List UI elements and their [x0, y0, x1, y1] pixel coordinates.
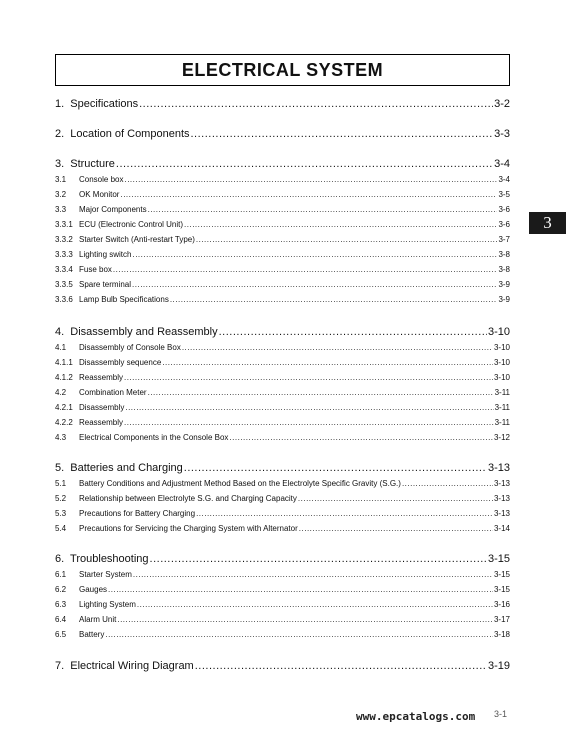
- toc-entry-text: Structure: [70, 158, 115, 170]
- toc-entry-label: [55, 204, 147, 215]
- toc-leader-dots: [229, 432, 493, 443]
- toc-leader-dots: [113, 264, 498, 275]
- toc-entry-page: 3-7: [498, 235, 510, 244]
- toc-entry-page: 3-4: [498, 175, 510, 184]
- toc-entry-number: 4.1.2: [55, 373, 73, 382]
- watermark: www.epcatalogs.com: [356, 710, 476, 723]
- toc-entry-text: Combination Meter: [79, 388, 147, 397]
- toc-entry-number: 4.: [55, 326, 65, 338]
- toc-entry-label: [55, 294, 169, 305]
- toc-entry-label: [55, 599, 136, 610]
- toc-entry[interactable]: [55, 629, 510, 640]
- toc-leader-dots: [132, 279, 497, 290]
- toc-leader-dots: [195, 659, 487, 673]
- toc-entry-label: [55, 629, 104, 640]
- toc-entry-page: 3-9: [498, 295, 510, 304]
- toc-entry-text: OK Monitor: [79, 190, 120, 199]
- toc-entry[interactable]: [55, 357, 510, 368]
- toc-entry-label: [55, 372, 123, 383]
- toc-entry-page: 3-8: [498, 265, 510, 274]
- toc-entry-label: [55, 234, 195, 245]
- toc-entry-number: 3.3.1: [55, 220, 73, 229]
- section-tab: [529, 212, 566, 234]
- toc-entry-page: 3-6: [498, 220, 510, 229]
- toc-entry-label: [55, 97, 138, 111]
- toc-entry-text: Gauges: [79, 585, 108, 594]
- toc-leader-dots: [182, 342, 493, 353]
- toc-entry-page: 3-9: [498, 280, 510, 289]
- toc-entry-label: [55, 279, 131, 290]
- toc-leader-dots: [124, 417, 494, 428]
- toc-entry-label: [55, 357, 161, 368]
- toc-leader-dots: [196, 508, 493, 519]
- toc-entry-label: [55, 659, 194, 673]
- toc-entry[interactable]: [55, 614, 510, 625]
- toc-entry[interactable]: [55, 189, 510, 200]
- toc-entry-text: Relationship between Electrolyte S.G. and Charging Capacity: [79, 494, 297, 503]
- toc-entry-label: [55, 174, 123, 185]
- toc-entry-text: Starter Switch (Anti-restart Type): [79, 235, 195, 244]
- toc-leader-dots: [124, 174, 497, 185]
- toc-entry[interactable]: [55, 127, 510, 141]
- toc-entry[interactable]: [55, 342, 510, 353]
- toc-entry-text: Troubleshooting: [70, 553, 149, 565]
- toc-entry-text: Precautions for Battery Charging: [79, 509, 196, 518]
- toc-entry-label: [55, 325, 218, 339]
- toc-entry-number: 5.4: [55, 524, 67, 533]
- toc-entry-page: 3-13: [493, 479, 510, 488]
- toc-entry-text: Precautions for Servicing the Charging System with Alternator: [79, 524, 298, 533]
- toc-entry[interactable]: [55, 569, 510, 580]
- toc-leader-dots: [402, 478, 493, 489]
- toc-leader-dots: [116, 157, 493, 171]
- toc-entry-number: 4.2.2: [55, 418, 73, 427]
- toc-entry-text: Batteries and Charging: [70, 462, 183, 474]
- toc-entry-page: 3-15: [487, 553, 510, 565]
- toc-entry[interactable]: [55, 97, 510, 111]
- toc-entry-text: Specifications: [70, 98, 139, 110]
- toc-entry[interactable]: [55, 234, 510, 245]
- toc-entry-text: Spare terminal: [79, 280, 132, 289]
- toc-leader-dots: [219, 325, 487, 339]
- toc-entry-page: 3-15: [493, 585, 510, 594]
- toc-entry-text: Location of Components: [70, 128, 190, 140]
- toc-entry-label: [55, 493, 297, 504]
- toc-entry-label: [55, 461, 183, 475]
- toc-leader-dots: [148, 387, 494, 398]
- toc-entry-page: 3-12: [493, 433, 510, 442]
- toc-entry-text: Lighting switch: [79, 250, 132, 259]
- toc-entry-number: 3.3: [55, 205, 67, 214]
- toc-entry-number: 5.1: [55, 479, 67, 488]
- toc-entry-label: [55, 342, 181, 353]
- toc-entry-number: 1.: [55, 98, 65, 110]
- toc-entry-label: [55, 219, 183, 230]
- toc-entry-number: 4.2: [55, 388, 67, 397]
- toc-entry-text: Reassembly: [79, 418, 124, 427]
- toc-entry[interactable]: [55, 402, 510, 413]
- toc-entry-page: 3-14: [493, 524, 510, 533]
- toc-entry-page: 3-8: [498, 250, 510, 259]
- toc-entry-number: 3.2: [55, 190, 67, 199]
- toc-entry-text: Disassembly and Reassembly: [70, 326, 218, 338]
- toc-entry-page: 3-15: [493, 570, 510, 579]
- toc-entry-number: 3.1: [55, 175, 67, 184]
- toc-entry-page: 3-10: [493, 358, 510, 367]
- toc-entry[interactable]: [55, 294, 510, 305]
- toc-entry-label: [55, 127, 190, 141]
- toc-entry-number: 5.: [55, 462, 65, 474]
- toc-entry-number: 3.3.4: [55, 265, 73, 274]
- toc-leader-dots: [196, 234, 498, 245]
- toc-leader-dots: [120, 189, 497, 200]
- toc-leader-dots: [105, 629, 493, 640]
- toc-leader-dots: [162, 357, 493, 368]
- toc-entry[interactable]: [55, 508, 510, 519]
- toc-entry-page: 3-11: [494, 403, 510, 412]
- toc-leader-dots: [117, 614, 493, 625]
- toc-entry-page: 3-6: [498, 205, 510, 214]
- toc-entry[interactable]: [55, 387, 510, 398]
- toc-entry-number: 4.2.1: [55, 403, 73, 412]
- toc-entry-number: 4.3: [55, 433, 67, 442]
- footer-page-number: 3-1: [494, 709, 508, 719]
- toc-entry-number: 3.3.6: [55, 295, 73, 304]
- toc-entry-text: Disassembly sequence: [79, 358, 162, 367]
- toc-entry[interactable]: [55, 523, 510, 534]
- toc-entry[interactable]: [55, 584, 510, 595]
- toc-leader-dots: [139, 97, 493, 111]
- toc-entry[interactable]: [55, 249, 510, 260]
- toc-entry[interactable]: [55, 372, 510, 383]
- toc-entry-text: Console box: [79, 175, 124, 184]
- toc-entry-label: [55, 614, 116, 625]
- toc-leader-dots: [108, 584, 493, 595]
- toc-entry[interactable]: [55, 204, 510, 215]
- toc-entry[interactable]: [55, 174, 510, 185]
- toc-entry-text: Starter System: [79, 570, 132, 579]
- toc-entry-number: 3.3.2: [55, 235, 73, 244]
- section-tab-number: 3: [543, 213, 552, 232]
- toc-entry-number: 6.3: [55, 600, 67, 609]
- toc-leader-dots: [170, 294, 498, 305]
- toc-leader-dots: [184, 461, 487, 475]
- toc-entry-label: [55, 432, 228, 443]
- toc-entry[interactable]: [55, 264, 510, 275]
- toc-entry-text: Battery Conditions and Adjustment Method Based on the Electrolyte Specific Gravity (S.G.): [79, 479, 401, 488]
- toc-entry-text: Battery: [79, 630, 105, 639]
- toc-entry[interactable]: [55, 552, 510, 566]
- toc-entry-page: 3-19: [487, 660, 510, 672]
- toc-entry[interactable]: [55, 325, 510, 339]
- toc-entry-page: 3-18: [493, 630, 510, 639]
- toc-entry-label: [55, 552, 149, 566]
- toc-entry-label: [55, 387, 147, 398]
- toc-entry-label: [55, 584, 107, 595]
- toc-entry-label: [55, 523, 298, 534]
- toc-entry-number: 6.1: [55, 570, 67, 579]
- toc-entry-page: 3-11: [494, 418, 510, 427]
- toc-entry-page: 3-13: [493, 509, 510, 518]
- toc-leader-dots: [125, 402, 493, 413]
- toc-entry-label: [55, 478, 401, 489]
- toc-entry-page: 3-13: [487, 462, 510, 474]
- toc-entry-number: 3.3.3: [55, 250, 73, 259]
- toc-leader-dots: [132, 249, 497, 260]
- toc-entry-text: Disassembly of Console Box: [79, 343, 181, 352]
- toc-entry-label: [55, 569, 132, 580]
- toc-entry-number: 5.2: [55, 494, 67, 503]
- toc-entry-page: 3-3: [494, 128, 510, 140]
- toc-entry-number: 7.: [55, 660, 65, 672]
- toc-entry-label: [55, 402, 124, 413]
- toc-entry[interactable]: [55, 279, 510, 290]
- toc-leader-dots: [148, 204, 498, 215]
- toc-entry-text: Lamp Bulb Specifications: [79, 295, 169, 304]
- toc-entry-number: 6.4: [55, 615, 67, 624]
- toc-entry-number: 3.: [55, 158, 65, 170]
- toc-entry[interactable]: [55, 432, 510, 443]
- toc-entry-number: 5.3: [55, 509, 67, 518]
- toc-entry-number: 2.: [55, 128, 65, 140]
- toc-leader-dots: [191, 127, 494, 141]
- toc-entry-label: [55, 264, 112, 275]
- toc-entry-text: Electrical Wiring Diagram: [70, 660, 194, 672]
- toc-entry-text: Lighting System: [79, 600, 136, 609]
- toc-entry-number: 6.5: [55, 630, 67, 639]
- toc-entry-page: 3-11: [494, 388, 510, 397]
- toc-entry-text: Alarm Unit: [79, 615, 117, 624]
- toc-entry-label: [55, 157, 115, 171]
- toc-leader-dots: [137, 599, 493, 610]
- toc-leader-dots: [150, 552, 487, 566]
- toc-leader-dots: [133, 569, 493, 580]
- toc-entry-number: 6.: [55, 553, 65, 565]
- toc-entry-label: [55, 417, 123, 428]
- toc-entry-text: Disassembly: [79, 403, 125, 412]
- toc-entry-label: [55, 508, 195, 519]
- toc-entry[interactable]: [55, 417, 510, 428]
- toc-entry[interactable]: [55, 219, 510, 230]
- toc-leader-dots: [184, 219, 497, 230]
- toc-entry-page: 3-4: [494, 158, 510, 170]
- toc-entry[interactable]: [55, 157, 510, 171]
- toc-leader-dots: [124, 372, 493, 383]
- toc-entry[interactable]: [55, 461, 510, 475]
- toc-entry-page: 3-5: [498, 190, 510, 199]
- toc-leader-dots: [299, 523, 493, 534]
- toc-entry-number: 4.1: [55, 343, 67, 352]
- toc-entry-page: 3-10: [493, 373, 510, 382]
- page-title: ELECTRICAL SYSTEM: [181, 59, 384, 80]
- toc-entry-text: Major Components: [79, 205, 147, 214]
- toc-entry-page: 3-16: [493, 600, 510, 609]
- toc-entry-page: 3-2: [494, 98, 510, 110]
- toc-leader-dots: [298, 493, 493, 504]
- toc-entry[interactable]: [55, 599, 510, 610]
- toc-entry-text: Reassembly: [79, 373, 124, 382]
- toc-entry-text: ECU (Electronic Control Unit): [79, 220, 184, 229]
- toc-entry-number: 3.3.5: [55, 280, 73, 289]
- toc-entry-page: 3-10: [487, 326, 510, 338]
- toc-entry-text: Fuse box: [79, 265, 112, 274]
- toc-entry[interactable]: [55, 493, 510, 504]
- toc-entry-number: 4.1.1: [55, 358, 73, 367]
- toc-entry-page: 3-10: [493, 343, 510, 352]
- toc-entry-page: 3-17: [493, 615, 510, 624]
- toc-entry-label: [55, 189, 119, 200]
- toc-entry[interactable]: [55, 478, 510, 489]
- toc-entry[interactable]: [55, 659, 510, 673]
- toc-entry-page: 3-13: [493, 494, 510, 503]
- title-box: [55, 54, 510, 86]
- toc-entry-number: 6.2: [55, 585, 67, 594]
- toc-entry-text: Electrical Components in the Console Box: [79, 433, 229, 442]
- toc-entry-label: [55, 249, 131, 260]
